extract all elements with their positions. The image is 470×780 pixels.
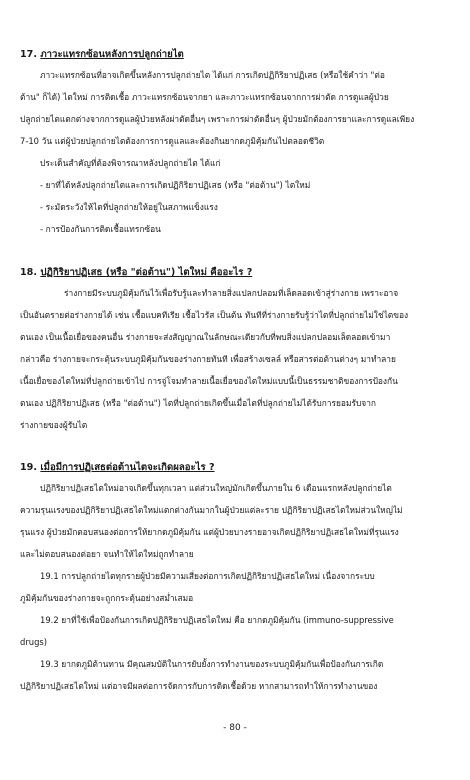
- section-19-line-6: ภูมิคุ้มกันของร่างกายจะถูกกระตุ้นอย่างสม่ำเสมอ: [20, 593, 194, 603]
- section-19-line-5: 19.1 การปลูกถ่ายไตทุกรายผู้ป่วยมีความเสี่ยงต่อการเกิดปฏิกิริยาปฏิเสธไตใหม่ เนื่องจากระบบ: [40, 571, 375, 581]
- section-17-bullet-2: - ระมัดระวังให้ไตที่ปลูกถ่ายให้อยู่ในสภาพแข็งแรง: [40, 202, 218, 212]
- section-18-heading: [20, 265, 252, 280]
- section-17-line-2: ต้าน" ก็ได้) ไตใหม่ การติดเชื้อ ภาวะแทรกซ้อนจากยา และภาวะแทรกซ้อนจากการผ่าตัด การดูแลผู้ป่วย: [20, 92, 389, 102]
- section-19-line-7: 19.2 ยาที่ใช้เพื่อป้องกันการเกิดปฏิกิริยาปฏิเสธไตใหม่ คือ ยากดภูมิคุ้มกัน (immuno-suppressive: [40, 615, 394, 625]
- section-19-line-1: ปฏิกิริยาปฏิเสธไตใหม่อาจเกิดขึ้นทุกเวลา แต่ส่วนใหญ่มักเกิดขึ้นภายใน 6 เดือนแรกหลังปลูกถ่ายไต: [40, 483, 392, 493]
- section-19-line-9: 19.3 ยากดภูมิต้านทาน มีคุณสมบัติในการยับยั้งการทำงานของระบบภูมิคุ้มกันเพื่อป้องกันการเกิด: [40, 659, 384, 669]
- section-19-line-4: และไม่ตอบสนองต่อยา จนทำให้ไตใหม่ถูกทำลาย: [20, 549, 194, 559]
- section-19-number: 19.: [20, 462, 37, 473]
- section-18-line-2: เป็นอันตรายต่อร่างกายได้ เช่น เชื้อแบคทีเรีย เชื้อไวรัส เป็นต้น ทันทีที่ร่างกายรับรู้ว่าไตที่ปลูกถ่ายไม่ใช่ไตของ: [20, 310, 409, 320]
- section-17-line-3: ปลูกถ่ายไตแตกต่างจากการดูแลผู้ป่วยหลังผ่าตัดอื่นๆ เพราะการผ่าตัดอื่นๆ ผู้ป่วยมักต้องการยาและการดูแลเพียง: [20, 114, 415, 124]
- section-18-line-6: ตนเอง ปฏิกิริยาปฏิเสธ (หรือ "ต่อต้าน") ไตที่ปลูกถ่ายเกิดขึ้นเมื่อไตที่ปลูกถ่ายไม่ได้รับการยอมรับจาก: [20, 398, 376, 408]
- section-18-title: ปฏิกิริยาปฏิเสธ (หรือ "ต่อต้าน") ไตใหม่ คืออะไร ?: [40, 267, 253, 278]
- section-17-title: ภาวะแทรกซ้อนหลังการปลูกถ่ายไต: [40, 49, 184, 60]
- section-18-line-5: เนื้อเยื่อของไตใหม่ที่ปลูกถ่ายเข้าไป การจู่โจมทำลายเนื้อเยื่อของไตใหม่แบบนี้เป็นธรรมชาติของการป้องกัน: [20, 376, 398, 386]
- section-18-number: 18.: [20, 267, 37, 278]
- page-number: - 80 -: [223, 723, 247, 733]
- section-18-line-7: ร่างกายของผู้รับไต: [20, 420, 88, 430]
- section-19-title: เมื่อมีการปฏิเสธต่อต้านไตจะเกิดผลอะไร ?: [40, 462, 215, 473]
- section-19-line-3: รุนแรง ผู้ป่วยมักตอบสนองต่อการให้ยากดภูมิคุ้มกัน แต่ผู้ป่วยบางรายอาจเกิดปฏิกิริยาปฏิเสธไตใหม่ที่รุนแรง: [20, 527, 399, 537]
- section-18-line-1: ร่างกายมีระบบภูมิคุ้มกันไว้เพื่อรับรู้และทำลายสิ่งแปลกปลอมที่เล็ดลอดเข้าสู่ร่างกาย เพราะอาจ: [64, 288, 399, 298]
- section-17-line-4: 7-10 วัน แต่ผู้ป่วยปลูกถ่ายไตต้องการการดูแลและต้องกินยากดภูมิคุ้มกันไปตลอดชีวิต: [20, 136, 325, 146]
- section-17-line-5: ประเด็นสำคัญที่ต้องพิจารณาหลังปลูกถ่ายไต ได้แก่: [40, 158, 221, 168]
- section-19-heading: [20, 460, 215, 475]
- section-17-number: 17.: [20, 49, 37, 60]
- section-19-line-2: ความรุนแรงของปฏิกิริยาปฏิเสธไตใหม่แตกต่างกันมากในผู้ป่วยแต่ละราย ปฏิกิริยาปฏิเสธไตใหม่ส่วนใหญ่ไม่: [20, 505, 403, 515]
- section-19-line-10: ปฏิกิริยาปฏิเสธไตใหม่ แต่อาจมีผลต่อการจัดการกับการติดเชื้อด้วย หากสามารถทำให้การทำงานของ: [20, 681, 378, 691]
- section-18-line-4: กล่าวคือ ร่างกายจะกระตุ้นระบบภูมิคุ้มกันของร่างกายทันที เพื่อสร้างเซลล์ หรือสารต่อต้านต่างๆ มาทำลาย: [20, 354, 396, 364]
- section-17-line-1: ภาวะแทรกซ้อนที่อาจเกิดขึ้นหลังการปลูกถ่ายไต ได้แก่ การเกิดปฏิกิริยาปฏิเสธ (หรือใช้คำว่า "ต่อ: [40, 70, 385, 80]
- section-17-bullet-1: - ยาที่ได้หลังปลูกถ่ายไตและการเกิดปฏิกิริยาปฏิเสธ (หรือ "ต่อต้าน") ไตใหม่: [40, 180, 311, 190]
- section-19-line-8: drugs): [20, 637, 48, 647]
- section-17-heading: [20, 47, 184, 62]
- section-17-bullet-3: - การป้องกันการติดเชื้อแทรกซ้อน: [40, 224, 161, 234]
- section-18-line-3: ตนเอง เป็นเนื้อเยื่อของคนอื่น ร่างกายจะส่งสัญญาณในลักษณะเดียวกับที่พบสิ่งแปลกปลอมเล็ดลอดเข้ามา: [20, 332, 391, 342]
